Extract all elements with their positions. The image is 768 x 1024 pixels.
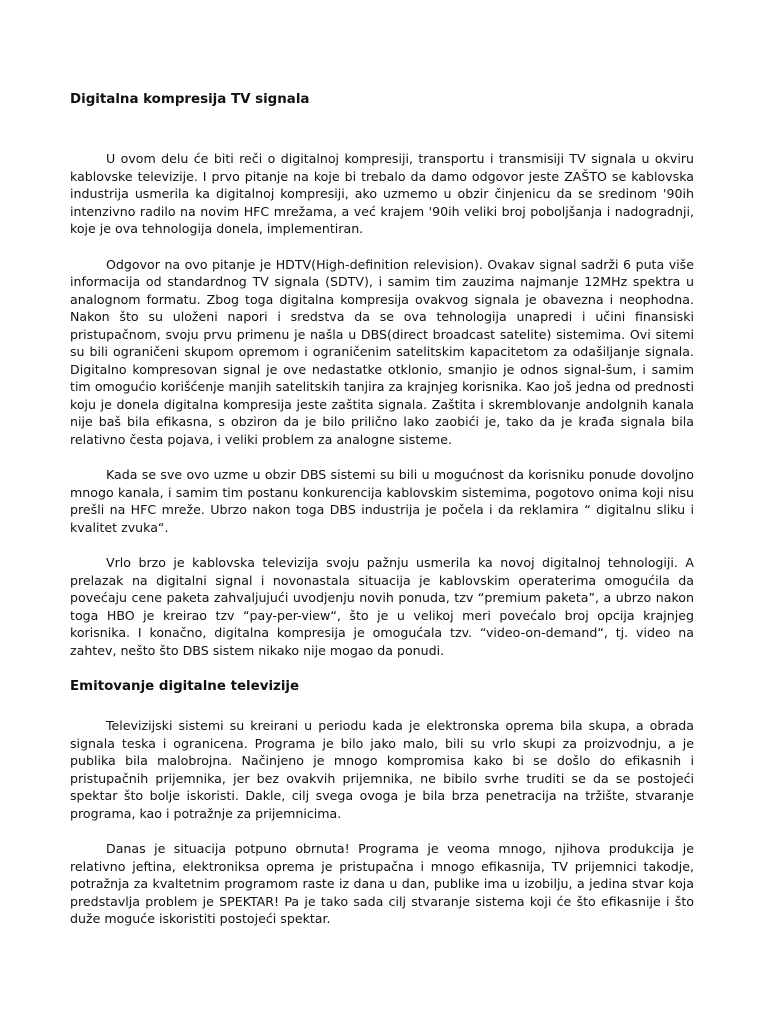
paragraph: Danas je situacija potpuno obrnuta! Programa je veoma mnogo, njihova produkcija je relativno jeftina, elektroniksa oprema je pristupačna i mnogo efikasnija, TV prijemnici takodje, potražnja za kvaltetnim programom raste iz dana u dan, publike ima u izobilju, a jedina stvar koja predstavlja problem je SPEKTAR! Pa je tako sada cilj stvaranje sistema koji će što efikasnije i što duže moguće iskoristiti postojeći spektar. — [70, 841, 694, 926]
paragraph: Kada se sve ovo uzme u obzir DBS sistemi su bili u mogućnost da korisniku ponude dovoljno mnogo kanala, i samim tim postanu konkurencija kablovskim sistemima, pogotovo onima koji nisu prešli na HFC mreže. Ubrzo nakon toga DBS industrija je počela i da reklamira “ digitalnu sliku i kvalitet zvuka“. — [70, 467, 694, 535]
paragraph: Televizijski sistemi su kreirani u periodu kada je elektronska oprema bila skupa, a obrada signala teska i ogranicena. Programa je bilo jako malo, bili su vrlo skupi za proizvodnju, a je publika bila malobrojna. Načinjeno je mnogo kompromisa kako bi se došlo do efikasnih i pristupačnih prijemnika, jer bez ovakvih prijemnika, ne bibilo svrhe truditi se da se postojeći spektar što bolje iskoristi. Dakle, cilj svega ovoga je bila brza penetracija na tržište, stvaranje programa, kao i potražnje za prijemnicima. — [70, 718, 694, 821]
section-heading-digital-broadcasting: Emitovanje digitalne televizije — [70, 679, 300, 694]
paragraph: U ovom delu će biti reči o digitalnoj kompresiji, transportu i transmisiji TV signala u okviru kablovske televizije. I prvo pitanje na koje bi trebalo da damo odgovor jeste ZAŠTO se kablovska industrija usmerila ka digitalnoj kompresiji, ako uzmemo u obzir činjenicu da se sredinom '90ih intenzivno radilo na novim HFC mrežama, a već krajem '90ih veliki broj poboljšanja i nadogradnji, koje je ova tehnologija donela, implementiran. — [70, 151, 694, 236]
paragraph: Vrlo brzo je kablovska televizija svoju pažnju usmerila ka novoj digitalnoj tehnologiji. A prelazak na digitalni signal i novonastala situacija je kablovskim operaterima omogućila da povećaju cene paketa zahvaljujući uvodjenju novih ponuda, tzv “premium paketa”, a ubrzo nakon toga HBO je kreirao tzv “pay-per-view“, što je u velikoj meri povećalo broj opcija krajnjeg korisnika. I konačno, digitalna kompresija je omogućala tzv. “video-on-demand“, tj. video na zahtev, nešto što DBS sistem nikako nije mogao da ponudi. — [70, 555, 694, 658]
paragraph: Odgovor na ovo pitanje je HDTV(High-definition relevision). Ovakav signal sadrži 6 puta više informacija od standardnog TV signala (SDTV), i samim tim zauzima najmanje 12MHz spektra u analognom formatu. Zbog toga digitalna kompresija ovakvog signala je obavezna i neophodna. Nakon što su uloženi napori i sredstva da se ova tehnologija unapredi i učini finansiski pristupačnom, svoju prvu primenu je našla u DBS(direct broadcast satelite) sistemima. Ovi sitemi su bili ograničeni skupom opremom i ograničenim satelitskim kapacitetom za odašiljanje signala. Digitalno kompresovan signal je ove nedastatke otklonio, smanjio je odnos signal-šum, i samim tim omogućio korišćenje manjih satelitskih tanjira za krajnjeg korisnika. Kao još jedna od prednosti koju je donela digitalna kompresija jeste zaštita signala. Zaštita i skremblovanje andolgnih kanala nije baš bila efikasna, s obziron da je bilo prilično lako zaobići je, tako da je krađa signala bila relativno česta pojava, i veliki problem za analogne sisteme. — [70, 256, 694, 447]
document-page — [70, 90, 694, 928]
section-heading-digital-compression: Digitalna kompresija TV signala — [70, 92, 310, 107]
